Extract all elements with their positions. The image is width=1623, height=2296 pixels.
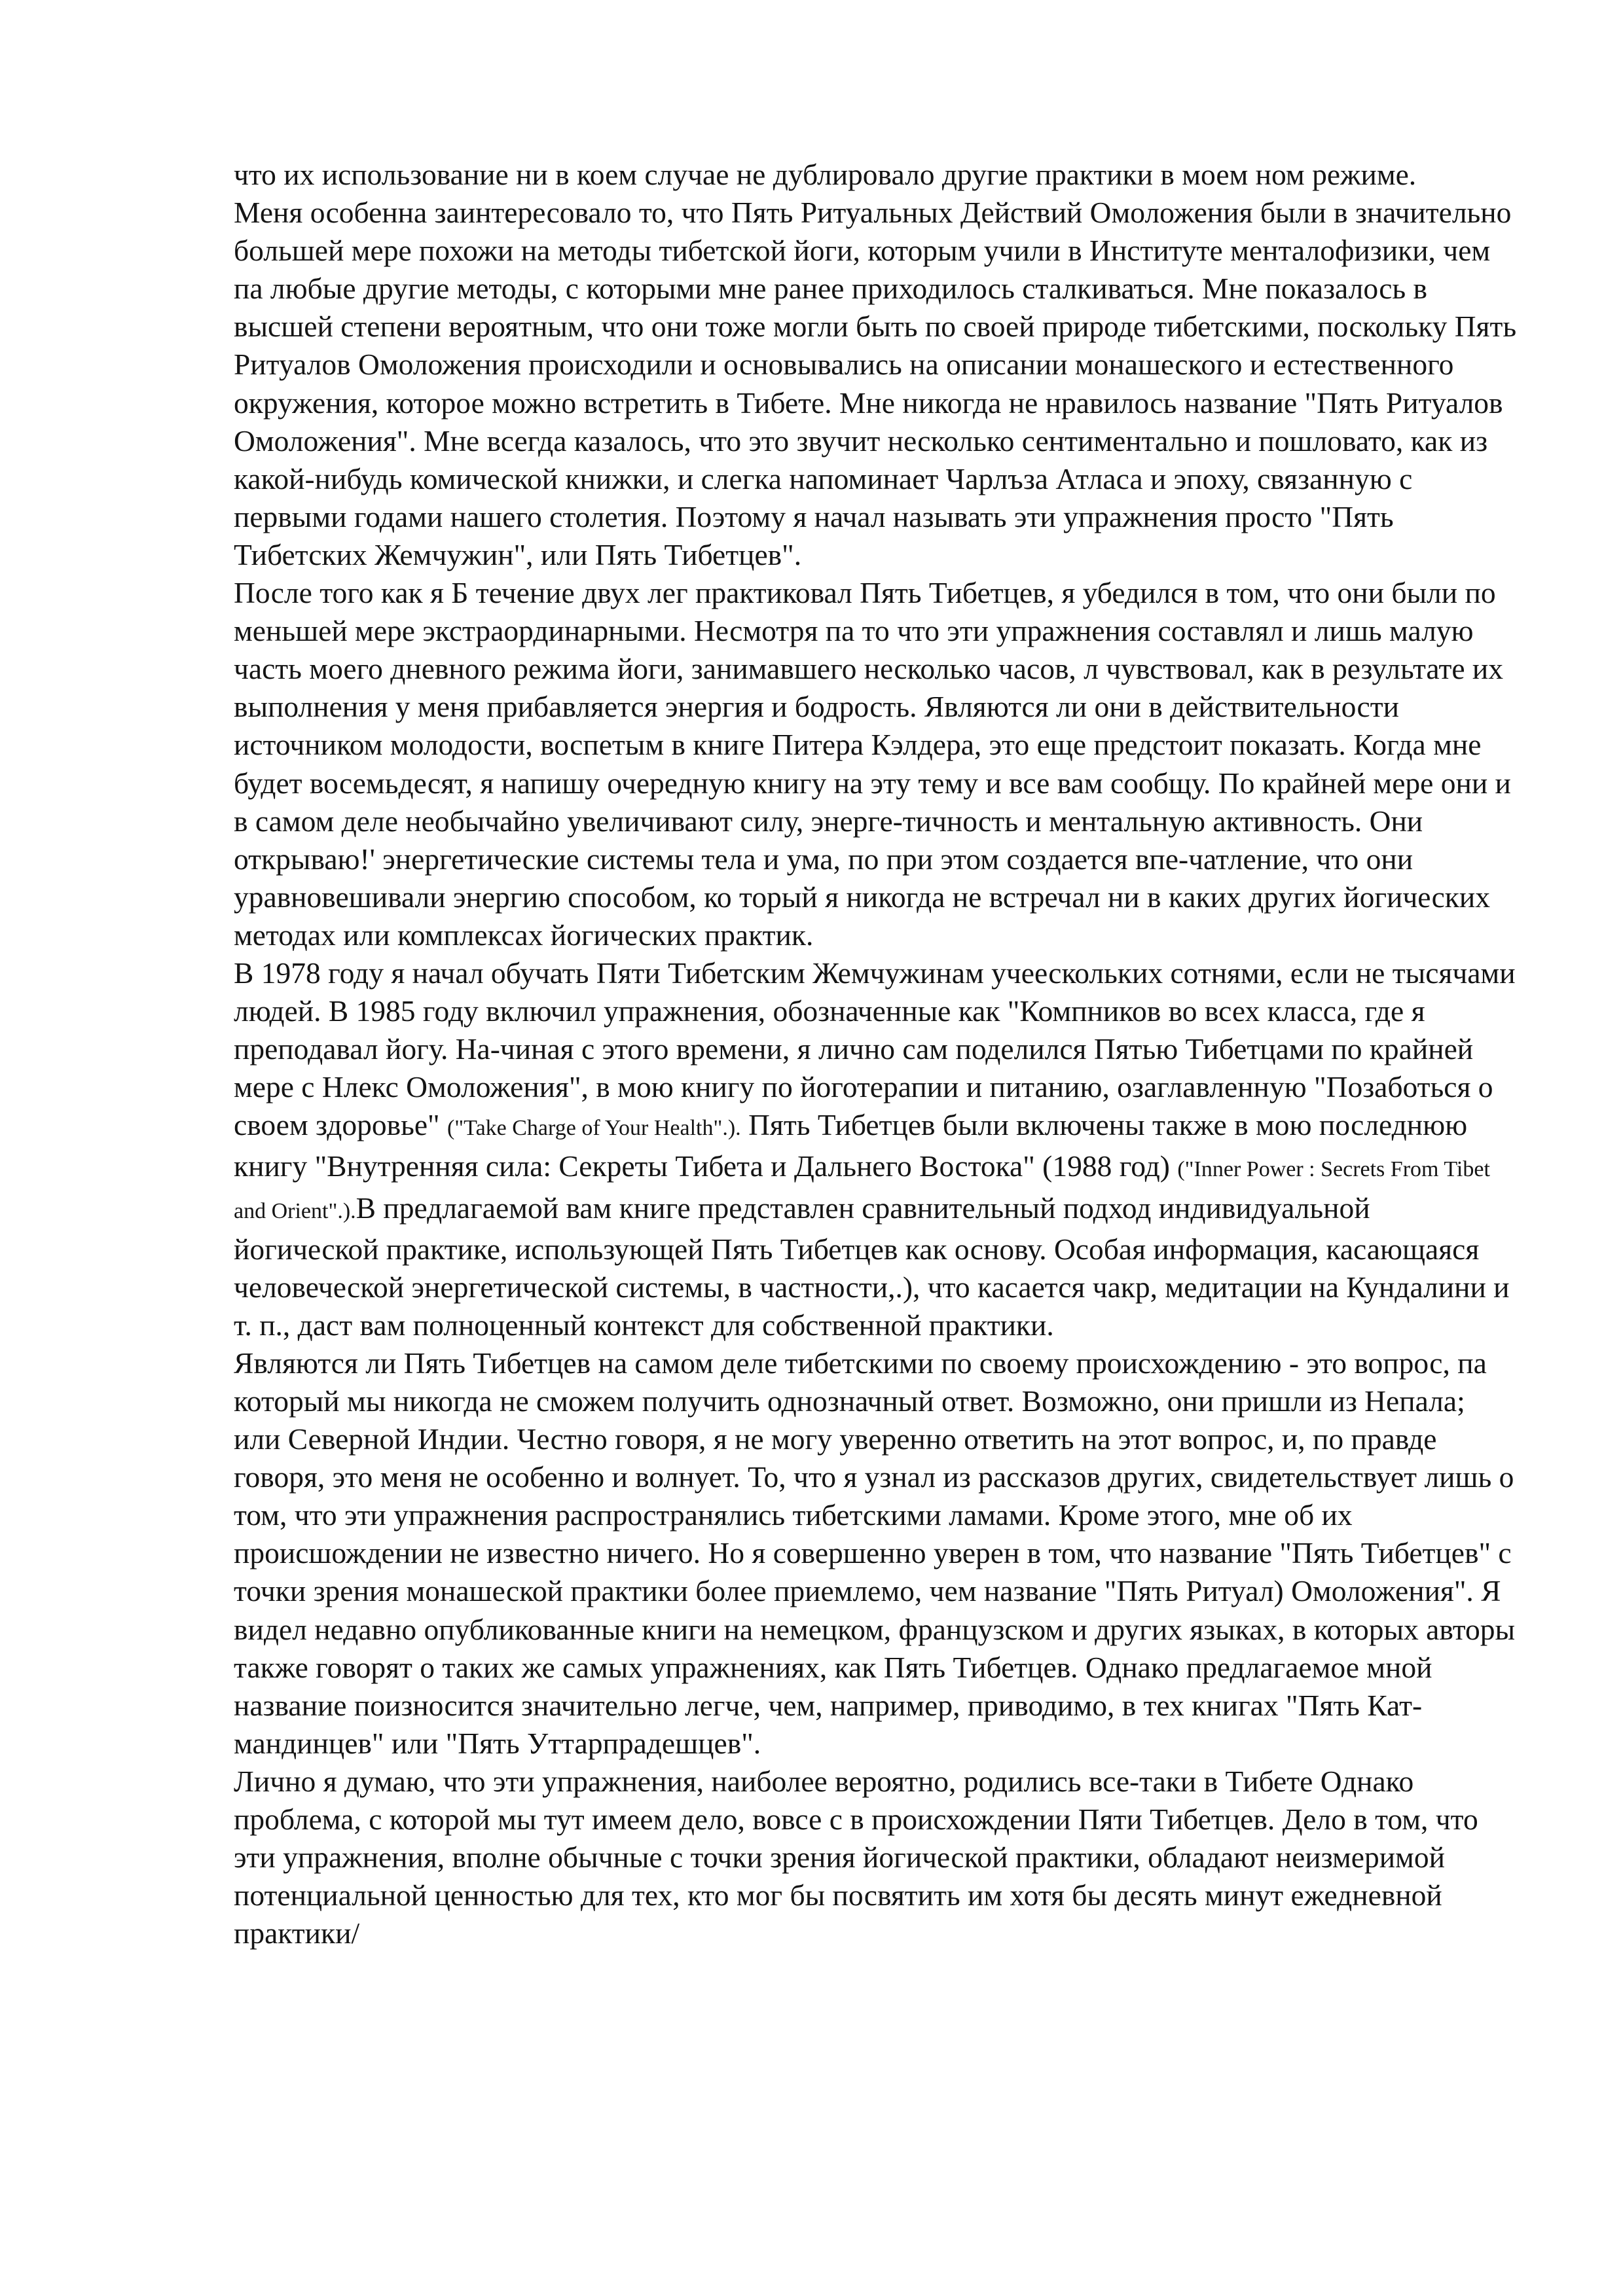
paragraph-text: В 1978 году я начал обучать Пяти Тибетским Жемчужинам учеескольких сотнями, если не тысячами людей. В 1985 году включил упражнения, обозначенные как "Компников во всех класса, где я преподавал йогу. На-чиная с этого времени, я лично сам поделился Пятью Тибетцами по крайней мере с Нлекс Омоложения", в мою книгу по йоготерапии и питанию, озаглавленную "Позаботься о своем здоровье" <box>234 956 1516 1142</box>
body-text <box>234 156 1517 1952</box>
paragraph <box>234 156 1517 194</box>
english-title-citation: ("Inner Power : Secrets From Tibet and Orient".). <box>234 1157 1490 1223</box>
paragraph <box>234 1763 1517 1952</box>
paragraph <box>234 574 1517 954</box>
paragraph-text: Лично я думаю, что эти упражнения, наиболее вероятно, родились все-таки в Тибете Однако проблема, с которой мы тут имеем дело, вовсе с в происхождении Пяти Тибетцев. Дело в том, что эти упражнения, вполне обычные с точки зрения йогической практики, обладают неизмеримой потенциальной ценностью для тех, кто мог бы посвятить им хотя бы десять минут ежедневной практики/ <box>234 1764 1478 1950</box>
paragraph-text: Пять Тибетцев были включены также в мою последнюю книгу "Внутренняя сила: Секреты Тибета и Дальнего Востока" (1988 год) <box>234 1108 1468 1183</box>
paragraph-text: что их использование ни в коем случае не дублировало другие практики в моем ном режиме. <box>234 158 1417 191</box>
paragraph <box>234 194 1517 574</box>
paragraph-text: В предлагаемой вам книге представлен сравнительный подход индивидуальной йогической практике, использующей Пять Тибетцев как основу. Особая информация, касающаяся человеческой энергетической системы, в частности,.), что касается чакр, медитации на Кундалини и т. п., даст вам полноценный контекст для собственной практики. <box>234 1191 1510 1342</box>
english-title-citation: ("Take Charge of Your Health".). <box>447 1116 741 1141</box>
paragraph <box>234 1344 1517 1763</box>
paragraph-text: Являются ли Пять Тибетцев на самом деле тибетскими по своему происхождению - это вопрос, па который мы никогда не сможем получить однозначный ответ. Возможно, они пришли из Непала; или Северной Индии. Честно говоря, я не могу уверенно ответить на этот вопрос, и, по правде говоря, это меня не особенно и волнует. То, что я узнал из рассказов других, свидетельствует лишь о том, что эти упражнения распространялись тибетскими ламами. Кроме этого, мне об их происшождении не известно ничего. Но я совершенно уверен в том, что название "Пять Тибетцев" с точки зрения монашеской практики более приемлемо, чем название "Пять Ритуал) Омоложения". Я видел недавно опубликованные книги на немецком, французском и других языках, в которых авторы также говорят о таких же самых упражнениях, как Пять Тибетцев. Однако предлагаемое мной название поизносится значительно легче, чем, например, приводимо, в тех книгах "Пять Кат-мандинцев" или "Пять Уттарпрадешцев". <box>234 1346 1516 1760</box>
paragraph-text: После того как я Б течение двух лег практиковал Пять Тибетцев, я убедился в том, что они были по меньшей мере экстраординарными. Несмотря па то что эти упражнения составлял и лишь малую часть моего дневного режима йоги, занимавшего несколько часов, л чувствовал, как в результате их выполнения у меня прибавляется энергия и бодрость. Являются ли они в действительности источником молодости, воспетым в книге Питера Кэлдера, это еще предстоит показать. Когда мне будет восемьдесят, я напишу очередную книгу на эту тему и все вам сообщу. По крайней мере они и в самом деле необычайно увеличивают силу, энерге-тичность и ментальную активность. Они открываю!' энергетические системы тела и ума, по при этом создается впе-чатление, что они уравновешивали энергию способом, ко торый я никогда не встречал ни в каких других йогических методах или комплексах йогических практик. <box>234 576 1511 952</box>
paragraph-text: Меня особенна заинтересовало то, что Пять Ритуальных Действий Омоложения были в значительно большей мере похожи на методы тибетской йоги, которым учили в Институте менталофизики, чем па любые другие методы, с которыми мне ранее приходилось сталкиваться. Мне показалось в высшей степени вероятным, что они тоже могли быть по своей природе тибетскими, поскольку Пять Ритуалов Омоложения происходили и основывались на описании монашеского и естественного окружения, которое можно встретить в Тибете. Мне никогда не нравилось название "Пять Ритуалов Омоложения". Мне всегда казалось, что это звучит несколько сентиментально и пошловато, как из какой-нибудь комической книжки, и слегка напоминает Чарлъза Атласа и эпоху, связанную с первыми годами нашего столетия. Поэтому я начал называть эти упражнения просто "Пять Тибетских Жемчужин", или Пять Тибетцев". <box>234 196 1517 571</box>
paragraph <box>234 954 1517 1344</box>
